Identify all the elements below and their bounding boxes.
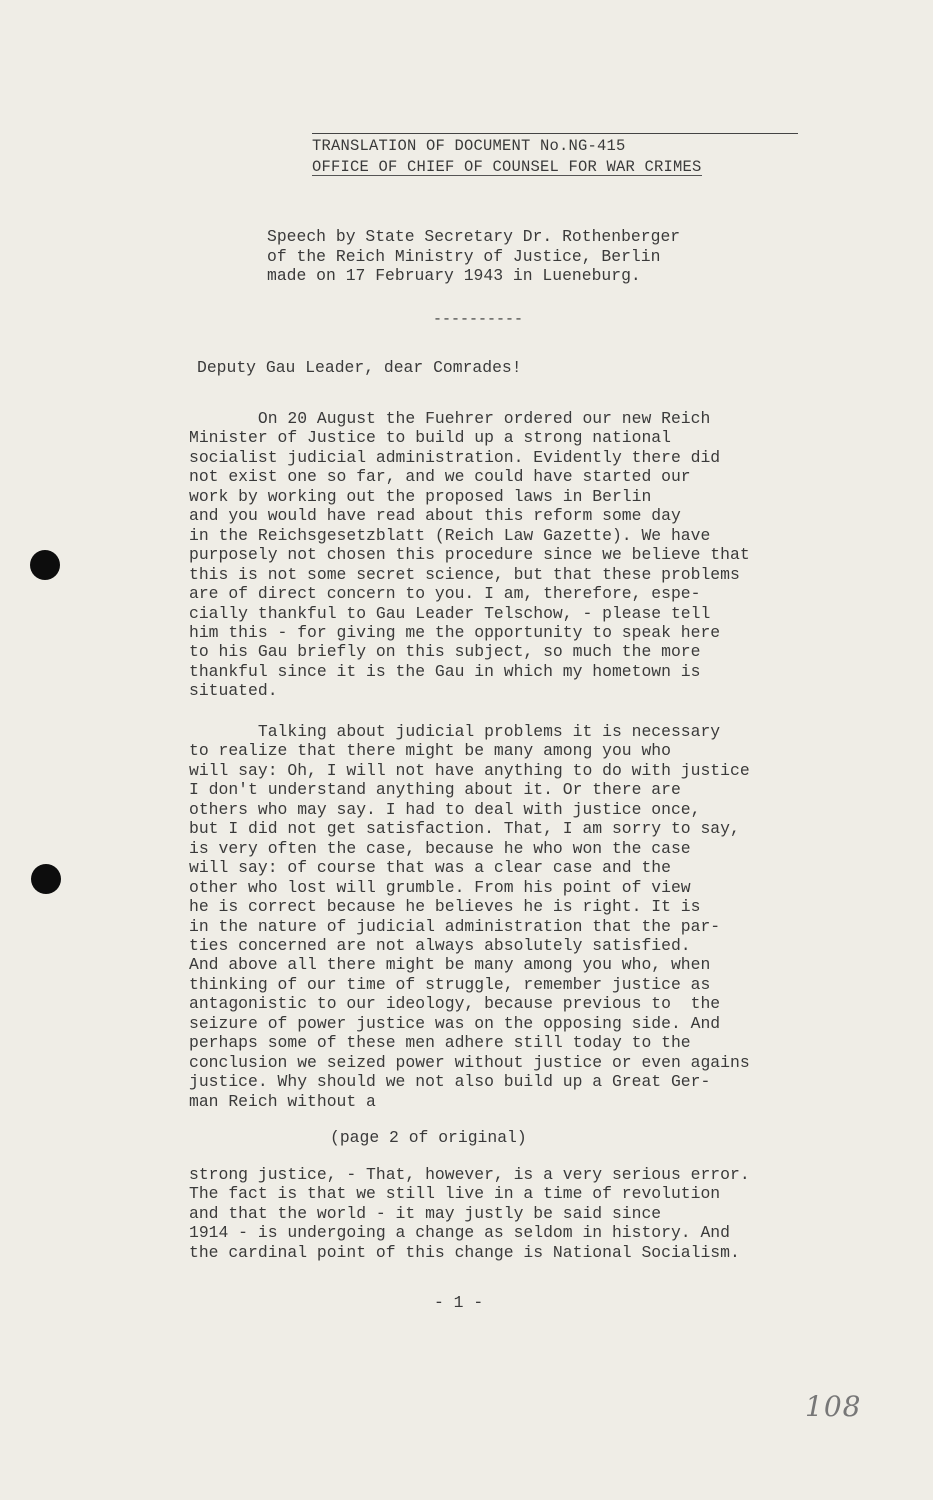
- text-line: in the nature of judicial administration that the par-: [189, 916, 721, 936]
- header-rule: [312, 133, 798, 134]
- page-number: - 1 -: [434, 1293, 484, 1312]
- text-line: And above all there might be many among you who, when: [189, 955, 711, 975]
- text-line: are of direct concern to you. I am, therefore, espe-: [189, 584, 701, 604]
- text-line: perhaps some of these men adhere still today to the: [189, 1033, 691, 1053]
- text-line: in the Reichsgesetzblatt (Reich Law Gazette). We have: [189, 525, 711, 545]
- text-line: to realize that there might be many among you who: [189, 741, 671, 761]
- text-line: Minister of Justice to build up a strong national: [189, 428, 671, 448]
- text-line: is very often the case, because he who won the case: [189, 838, 691, 858]
- text-line: 1914 - is undergoing a change as seldom in history. And: [189, 1223, 730, 1243]
- text-line: man Reich without a: [189, 1091, 376, 1111]
- text-line: will say: of course that was a clear case and the: [189, 858, 671, 878]
- text-line: Talking about judicial problems it is necessary: [189, 722, 721, 741]
- text-line: not exist one so far, and we could have started our: [189, 467, 691, 487]
- text-line: thankful since it is the Gau in which my hometown is: [189, 661, 701, 681]
- text-line: him this - for giving me the opportunity to speak here: [189, 622, 721, 642]
- text-line: socialist judicial administration. Evidently there did: [189, 447, 721, 467]
- text-line: purposely not chosen this procedure since we believe that: [189, 545, 750, 565]
- text-line: strong justice, - That, however, is a very serious error.: [189, 1165, 750, 1184]
- text-line: to his Gau briefly on this subject, so much the more: [189, 642, 701, 662]
- separator: ----------: [433, 311, 524, 328]
- text-line: and you would have read about this reform some day: [189, 506, 681, 526]
- paragraph: [189, 1165, 750, 1262]
- title-line: Speech by State Secretary Dr. Rothenberger: [267, 227, 681, 246]
- text-line: others who may say. I had to deal with justice once,: [189, 799, 701, 819]
- text-line: situated.: [189, 681, 278, 701]
- text-line: antagonistic to our ideology, because previous to the: [189, 994, 721, 1014]
- text-line: other who lost will grumble. From his point of view: [189, 877, 691, 897]
- header-office-line: OFFICE OF CHIEF OF COUNSEL FOR WAR CRIMES: [312, 158, 702, 176]
- title-line: made on 17 February 1943 in Lueneburg.: [267, 266, 641, 285]
- text-line: work by working out the proposed laws in Berlin: [189, 486, 652, 506]
- paragraph: [189, 722, 750, 1111]
- punch-hole: [30, 550, 60, 580]
- header-translation-line: TRANSLATION OF DOCUMENT No.NG-415: [312, 137, 626, 155]
- text-line: The fact is that we still live in a time of revolution: [189, 1184, 721, 1204]
- handwritten-folio-number: 108: [805, 1390, 862, 1423]
- paragraph: [189, 409, 750, 701]
- text-line: and that the world - it may justly be said since: [189, 1203, 662, 1223]
- text-line: thinking of our time of struggle, remember justice as: [189, 974, 711, 994]
- text-line: this is not some secret science, but that these problems: [189, 564, 740, 584]
- text-line: but I did not get satisfaction. That, I am sorry to say,: [189, 819, 740, 839]
- text-line: will say: Oh, I will not have anything to do with justice: [189, 760, 750, 780]
- page-reference: (page 2 of original): [330, 1128, 527, 1147]
- text-line: On 20 August the Fuehrer ordered our new Reich: [189, 409, 711, 428]
- greeting: Deputy Gau Leader, dear Comrades!: [197, 358, 522, 377]
- punch-hole: [31, 864, 61, 894]
- text-line: seizure of power justice was on the opposing side. And: [189, 1013, 721, 1033]
- text-line: the cardinal point of this change is National Socialism.: [189, 1242, 740, 1262]
- text-line: conclusion we seized power without justice or even agains: [189, 1052, 750, 1072]
- text-line: justice. Why should we not also build up a Great Ger-: [189, 1072, 711, 1092]
- speech-title: [267, 227, 680, 286]
- text-line: I don't understand anything about it. Or there are: [189, 780, 681, 800]
- text-line: cially thankful to Gau Leader Telschow, - please tell: [189, 603, 711, 623]
- text-line: ties concerned are not always absolutely satisfied.: [189, 935, 691, 955]
- title-line: of the Reich Ministry of Justice, Berlin: [267, 246, 661, 266]
- text-line: he is correct because he believes he is right. It is: [189, 897, 701, 917]
